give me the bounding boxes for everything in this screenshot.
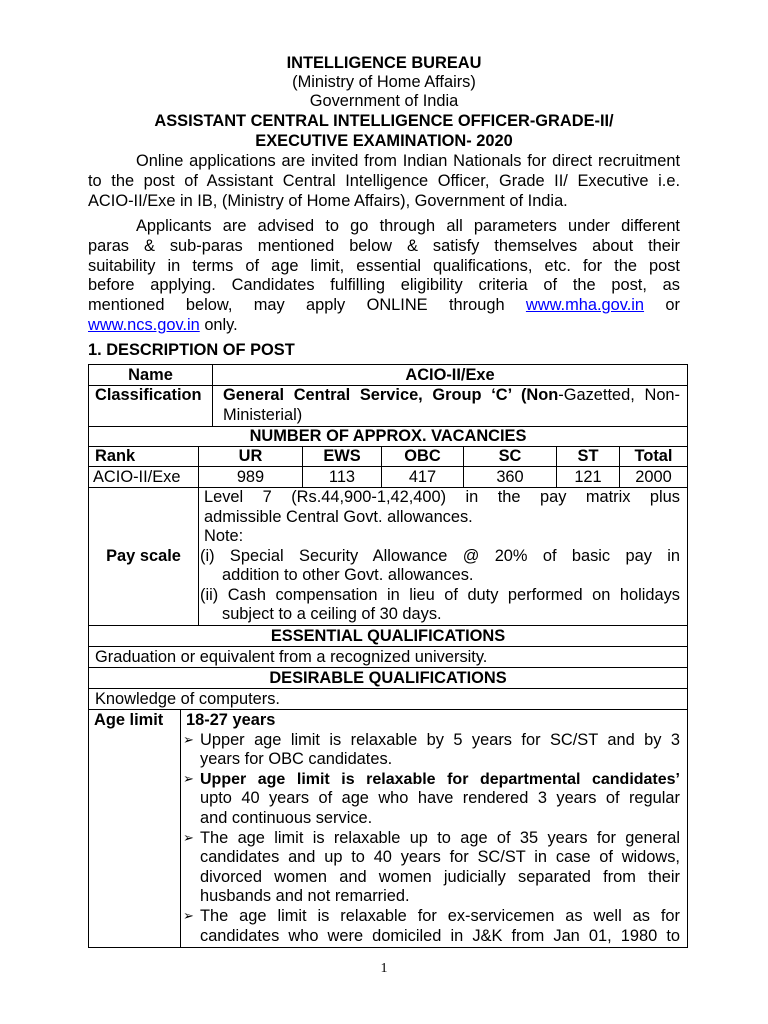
classification-line-1 [223,386,680,406]
advisory-paragraph [88,217,680,336]
column-header-total: Total [619,447,687,466]
classification-bold-text: General Central Service, Group ‘C’ (Non [223,386,559,404]
exam-title-line-1: ASSISTANT CENTRAL INTELLIGENCE OFFICER-GRADE-II/ [154,112,614,130]
age-relaxation-line: Upper age limit is relaxable for departmental candidates’ [200,770,680,788]
vacancy-ur: 989 [198,467,302,487]
essential-qualifications-heading: ESSENTIAL QUALIFICATIONS [270,627,506,645]
vacancy-st: 121 [556,467,619,487]
age-relaxation-line: candidates who were domiciled in J&K from Jan 01, 1980 to [200,926,680,945]
row-desirable-heading [89,667,687,688]
age-limit-value [180,710,687,947]
row-essential-text [89,646,687,667]
pay-scale-note-item: subject to a ceiling of 30 days. [222,605,442,623]
post-description-table [88,364,688,948]
section-heading: 1. DESCRIPTION OF POST [88,341,295,359]
advisory-text-or: or [665,296,680,315]
intro-line: Online applications are invited from Indian Nationals for direct recruitment [136,152,680,170]
row-essential-heading [89,625,687,646]
age-relaxation-line: The age limit is relaxable for ex-servicemen as well as for [200,906,680,925]
arrow-bullet-icon: ➢ [183,732,194,748]
page-number: 1 [380,961,388,976]
age-relaxation-line: candidates and up to 40 years for SC/ST in case of widows, [200,848,680,867]
classification-label: Classification [95,386,202,404]
arrow-bullet-icon: ➢ [183,771,194,787]
desirable-qualifications-text: Knowledge of computers. [95,690,280,708]
vacancies-heading: NUMBER OF APPROX. VACANCIES [249,427,527,445]
row-classification [89,385,687,426]
pay-scale-note-label: Note: [204,527,244,545]
column-header-ews: EWS [302,447,381,466]
mha-website-link[interactable]: www.mha.gov.in [525,296,645,315]
column-header-ur: UR [198,447,302,466]
advisory-text-only: only. [204,315,238,334]
advisory-line: paras & sub-paras mentioned below & satisfy themselves about their [88,236,680,255]
age-relaxation-line: Upper age limit is relaxable by 5 years for SC/ST and by 3 [200,730,680,749]
vacancy-rank: ACIO-II/Exe [93,468,181,486]
vacancy-sc: 360 [463,467,556,487]
age-relaxation-line: years for OBC candidates. [200,750,393,769]
exam-title-line-2: EXECUTIVE EXAMINATION- 2020 [255,132,513,150]
age-relaxation-line: The age limit is relaxable up to age of 35 years for general [200,828,680,847]
classification-value [212,386,687,426]
age-relaxation-item [183,731,680,770]
essential-qualifications-text: Graduation or equivalent from a recognized university. [95,648,488,666]
row-name [89,365,687,385]
row-vacancy-headers [89,446,687,466]
intro-line: to the post of Assistant Central Intelligence Officer, Grade II/ Executive i.e. [88,171,680,190]
pay-scale-line: admissible Central Govt. allowances. [204,507,473,526]
pay-scale-label: Pay scale [106,547,181,565]
advisory-line-last [88,316,680,336]
column-header-obc: OBC [381,447,463,466]
arrow-bullet-icon: ➢ [183,830,194,846]
age-relaxation-line: husbands and not remarried. [200,887,410,906]
intro-paragraph [88,152,680,211]
government-subtitle: Government of India [309,92,459,110]
vacancy-total: 2000 [619,467,687,487]
age-range: 18-27 years [186,711,276,729]
advisory-line: before applying. Candidates fulfilling eligibility criteria of the post, as [88,276,680,295]
vacancy-obc: 417 [381,467,463,487]
name-value: ACIO-II/Exe [212,365,687,385]
age-limit-label: Age limit [94,711,164,729]
vacancy-ews: 113 [302,467,381,487]
pay-scale-value [198,488,687,625]
age-relaxation-line: divorced women and women judicially separated from their [200,867,680,886]
pay-scale-line: Level 7 (Rs.44,900-1,42,400) in the pay matrix plus [204,488,680,506]
desirable-qualifications-heading: DESIRABLE QUALIFICATIONS [269,669,507,687]
age-relaxation-item [183,829,680,907]
age-relaxation-item [183,907,680,946]
org-title: INTELLIGENCE BUREAU [286,54,482,72]
column-header-rank: Rank [95,447,136,465]
pay-scale-note-item: addition to other Govt. allowances. [222,566,474,584]
intro-line: ACIO-II/Exe in IB, (Ministry of Home Affairs), Government of India. [88,191,568,210]
age-relaxation-item [183,770,680,829]
advisory-line-links [88,296,680,316]
advisory-text: mentioned below, may apply ONLINE through [88,296,505,315]
arrow-bullet-icon: ➢ [183,908,194,924]
row-vacancy-values [89,466,687,487]
row-age-limit [89,709,687,947]
age-relaxation-line: upto 40 years of age who have rendered 3 years of regular [200,789,680,808]
ministry-subtitle: (Ministry of Home Affairs) [292,73,476,91]
column-header-st: ST [556,447,619,466]
pay-scale-note-item: (ii) Cash compensation in lieu of duty performed on holidays [200,585,680,604]
ncs-website-link[interactable]: www.ncs.gov.in [88,315,200,334]
advisory-line: Applicants are advised to go through all parameters under different [136,217,680,235]
advisory-line: suitability in terms of age limit, essential qualifications, etc. for the post [88,256,680,275]
classification-text: -Gazetted, Non- [558,386,681,404]
age-relaxation-line: and continuous service. [200,808,373,827]
name-label: Name [128,366,173,384]
classification-line-2: Ministerial) [223,405,303,424]
row-vacancies-heading [89,426,687,446]
pay-scale-note-item: (i) Special Security Allowance @ 20% of basic pay in [200,546,680,565]
column-header-sc: SC [463,447,556,466]
row-desirable-text [89,688,687,709]
row-pay-scale [89,487,687,625]
